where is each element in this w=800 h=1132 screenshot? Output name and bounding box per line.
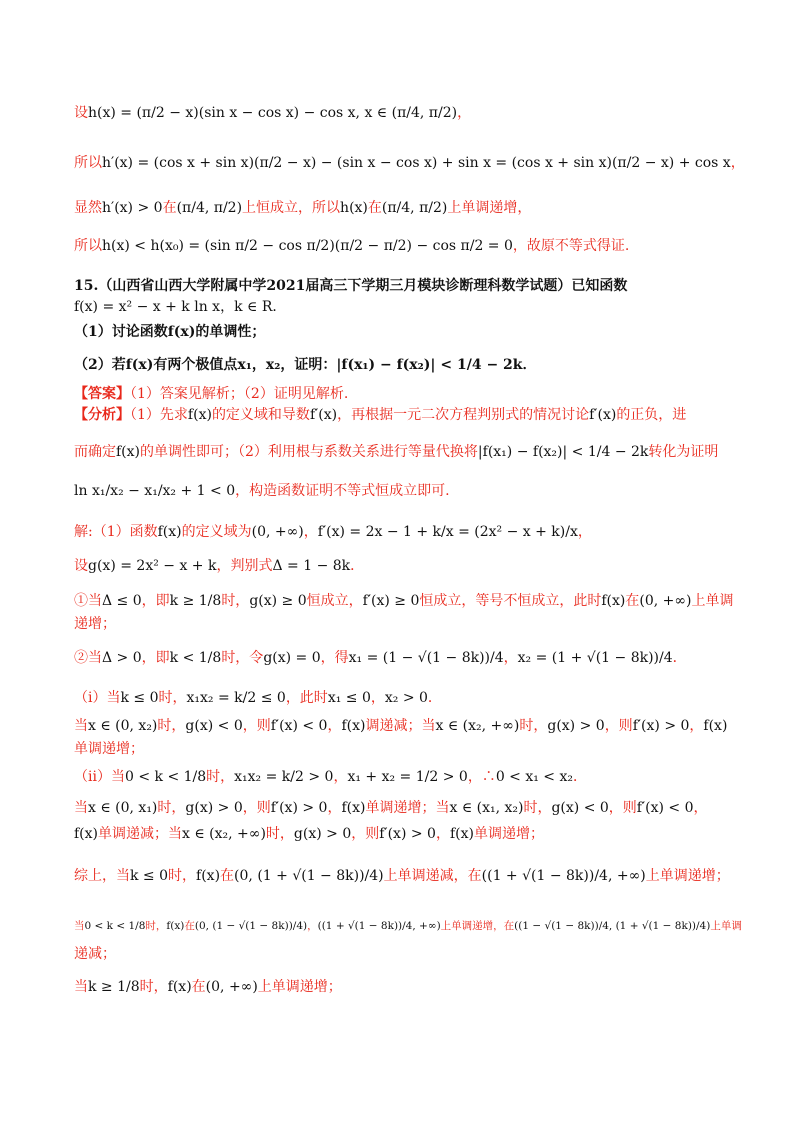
math-formula: h(x): [340, 200, 368, 216]
math-formula: f′(x) = 2x − 1 + k/x = (2x² − x + k)/x: [317, 524, 578, 540]
math-formula: f(x): [449, 826, 474, 842]
text-run: ，: [251, 357, 266, 373]
text-run: 时，: [523, 800, 552, 816]
text-run: ，∴: [467, 769, 496, 785]
text-run: 转化为证明: [648, 444, 719, 460]
text-run: 调递减；当: [365, 718, 436, 734]
section-tag: 【答案】: [74, 386, 130, 402]
text-run: ，: [303, 524, 318, 540]
text-run: ①当: [74, 593, 102, 609]
math-formula: k ≤ 0: [130, 868, 169, 884]
math-formula: x ∈ (x₂, +∞): [435, 718, 520, 734]
text-run: 在: [625, 593, 640, 609]
math-formula: f′(x) > 0: [270, 800, 328, 816]
text-line-l19: [74, 716, 740, 736]
text-line-l3: [74, 198, 740, 218]
math-formula: k ∈ R: [234, 299, 273, 315]
math-formula: x₁x₂ = k/2 ≤ 0: [186, 690, 286, 706]
text-line-l8: [74, 355, 740, 375]
math-formula: f′(x) > 0: [632, 718, 690, 734]
text-run: ，: [577, 524, 592, 540]
math-formula: f(x): [166, 920, 185, 932]
text-run: 单调递增；当: [365, 800, 450, 816]
text-run: 的定义域和导数: [211, 407, 310, 423]
math-formula: g(x) < 0: [185, 718, 243, 734]
text-line-l4: [74, 236, 740, 256]
math-formula: (0, +∞): [251, 524, 304, 540]
text-run: ，则: [604, 718, 633, 734]
math-formula: g(x) ≥ 0: [249, 593, 307, 609]
math-formula: f′(x): [589, 407, 617, 423]
text-run: ，则: [242, 718, 271, 734]
math-formula: (0, +∞): [205, 979, 258, 995]
text-run: 时，令: [221, 650, 264, 666]
math-formula: h′(x) = (cos x + sin x)(π/2 − x) − (sin x − cos x) + sin x = (cos x + sin x)(π/2 − x) + cos x: [102, 155, 731, 171]
text-run: 递减；: [74, 946, 116, 962]
text-run: 在: [220, 868, 235, 884]
math-formula: g(x) = 2x² − x + k: [88, 558, 217, 574]
math-formula: g(x) > 0: [293, 826, 352, 842]
math-formula: h′(x) > 0: [102, 200, 163, 216]
math-formula: x₁ + x₂ = 1/2 > 0: [347, 769, 468, 785]
math-formula: x ∈ (0, x₂): [88, 718, 158, 734]
text-line-l7: [74, 322, 740, 342]
math-formula: x₂ = (1 + √(1 − 8k))/4: [517, 650, 673, 666]
text-run: 恒成立，等号不恒成立，此时: [419, 593, 602, 609]
math-formula: f(x): [703, 718, 728, 734]
math-formula: f(x): [341, 718, 366, 734]
text-run: ，此时: [285, 690, 328, 706]
text-run: 当: [74, 800, 88, 816]
text-run: 设: [74, 558, 88, 574]
math-formula: f(x): [74, 826, 99, 842]
text-run: （1）答案见解析；（2）证明见解析.: [130, 386, 349, 402]
math-formula: x₂ > 0: [384, 690, 428, 706]
text-run: 解:（1）函数: [74, 524, 158, 540]
text-line-l11: [74, 442, 740, 462]
text-run: ，构造函数证明不等式恒成立即可.: [235, 483, 450, 499]
text-run: ，判别式: [216, 558, 273, 574]
text-run: 单调递增；: [74, 741, 144, 757]
text-run: ，即: [141, 650, 170, 666]
text-run: 时，: [519, 718, 548, 734]
text-run: 当: [74, 920, 85, 932]
text-line-l22: [74, 798, 740, 818]
text-run: ．: [573, 769, 587, 785]
text-run: 在: [162, 200, 177, 216]
text-run: 而确定: [74, 444, 116, 460]
text-run: ，: [435, 826, 450, 842]
text-line-l21: [74, 767, 740, 787]
text-run: 递增；: [74, 616, 116, 632]
math-formula: g(x) > 0: [185, 800, 243, 816]
math-formula: Δ > 0: [102, 650, 142, 666]
text-run: ，即: [141, 593, 170, 609]
text-run: ．: [272, 299, 287, 315]
text-run: （i）当: [74, 690, 121, 706]
text-line-l16: [74, 614, 740, 634]
text-run: 时，: [168, 868, 197, 884]
text-run: ，证明：: [280, 357, 337, 373]
text-run: ，则: [351, 826, 380, 842]
text-run: 时，: [145, 920, 167, 932]
math-formula: Δ ≤ 0: [102, 593, 142, 609]
text-run: 时，: [206, 769, 235, 785]
text-line-l6: [74, 297, 740, 317]
math-formula: x₁ = (1 − √(1 − 8k))/4: [348, 650, 504, 666]
text-line-l13: [74, 522, 740, 542]
text-run: 时，: [139, 979, 168, 995]
text-line-l23: [74, 824, 740, 844]
text-run: 上单调递增；: [257, 979, 342, 995]
text-run: 上单调递减，在: [383, 868, 482, 884]
math-formula: 0 < k < 1/8: [84, 920, 146, 932]
text-run: （1）先求: [130, 407, 188, 423]
math-formula: |f(x₁) − f(x₂)| < 1/4 − 2k: [336, 357, 523, 373]
text-run: 有两个极值点: [153, 357, 238, 373]
text-run: 设: [74, 105, 88, 121]
text-line-l18: [74, 688, 740, 708]
math-formula: x₁ ≤ 0: [327, 690, 371, 706]
math-formula: f(x): [187, 407, 212, 423]
text-run: 在: [184, 920, 195, 932]
math-formula: k < 1/8: [169, 650, 222, 666]
math-formula: ((1 + √(1 − 8k))/4, +∞): [317, 920, 441, 932]
text-run: ，: [307, 920, 318, 932]
math-formula: (0, (1 − √(1 − 8k))/4): [194, 920, 308, 932]
text-run: 15.（山西省山西大学附属中学2021届高三下学期三月模块诊断理科数学试题）已知函数: [74, 278, 628, 294]
math-formula: f(x): [116, 444, 141, 460]
text-run: 的定义域为: [181, 524, 252, 540]
math-formula: f′(x) < 0: [270, 718, 328, 734]
text-run: ，则: [242, 800, 271, 816]
text-run: 在: [367, 200, 382, 216]
text-line-l26: [74, 944, 740, 964]
text-run: ，: [327, 800, 342, 816]
text-run: 时，: [265, 826, 294, 842]
text-line-l9: [74, 384, 740, 404]
math-formula: f(x) = x² − x + k ln x: [74, 299, 221, 315]
text-run: 所以: [74, 238, 102, 254]
math-formula: k ≥ 1/8: [169, 593, 222, 609]
math-formula: f(x): [167, 979, 192, 995]
math-formula: 0 < k < 1/8: [124, 769, 207, 785]
text-run: 上单调: [691, 593, 734, 609]
text-run: ．: [522, 357, 537, 373]
text-run: ，: [693, 800, 708, 816]
text-run: ，再根据一元二次方程判别式的情况讨论: [337, 407, 590, 423]
math-formula: g(x) > 0: [547, 718, 605, 734]
math-formula: x ∈ (x₂, +∞): [182, 826, 266, 842]
text-line-l12: [74, 481, 740, 501]
text-run: 单调递减；当: [98, 826, 183, 842]
math-formula: x₁x₂ = k/2 > 0: [234, 769, 334, 785]
text-line-l2: [74, 153, 745, 173]
math-formula: g(x) < 0: [551, 800, 609, 816]
section-tag: 【分析】: [74, 407, 130, 423]
math-formula: x ∈ (x₁, x₂): [449, 800, 524, 816]
math-formula: (π/4, π/2): [381, 200, 448, 216]
text-run: ，: [220, 299, 235, 315]
math-formula: (0, +∞): [639, 593, 692, 609]
text-run: 时，: [157, 718, 186, 734]
math-formula: |f(x₁) − f(x₂)| < 1/4 − 2k: [477, 444, 649, 460]
text-run: 在: [191, 979, 206, 995]
text-run: 单调递增；: [473, 826, 544, 842]
math-formula: 0 < x₁ < x₂: [495, 769, 573, 785]
math-formula: x₂: [265, 357, 281, 373]
text-line-l14: [74, 556, 740, 576]
text-run: ，则: [608, 800, 637, 816]
text-run: 上单调递增，: [447, 200, 532, 216]
text-line-l24: [74, 866, 740, 886]
text-line-l25: [74, 916, 740, 936]
math-formula: Δ = 1 − 8k: [272, 558, 351, 574]
text-line-l1: [74, 103, 740, 123]
text-run: ．: [427, 690, 442, 706]
math-formula: g(x) = 0: [263, 650, 321, 666]
text-line-l27: [74, 977, 740, 997]
math-formula: f(x): [167, 324, 196, 340]
math-formula: f(x): [341, 800, 366, 816]
math-formula: ((1 + √(1 − 8k))/4, +∞): [481, 868, 646, 884]
math-formula: h(x) = (π/2 − x)(sin x − cos x) − cos x, x ∈ (π/4, π/2): [88, 105, 458, 121]
text-run: 所以: [74, 155, 102, 171]
text-run: 显然: [74, 200, 102, 216]
text-run: 时，: [158, 690, 187, 706]
math-formula: k ≤ 0: [120, 690, 159, 706]
text-run: ，: [689, 718, 704, 734]
math-formula: k ≥ 1/8: [88, 979, 140, 995]
math-formula: f(x): [157, 524, 182, 540]
text-run: ，: [327, 718, 342, 734]
text-run: （ii）当: [74, 769, 125, 785]
text-line-l5: [74, 276, 740, 296]
text-run: 当: [74, 718, 88, 734]
text-run: ，: [333, 769, 348, 785]
math-formula: f(x): [601, 593, 626, 609]
text-run: 的单调性；: [195, 324, 266, 340]
text-run: ②当: [74, 650, 102, 666]
text-run: ，: [457, 105, 472, 121]
text-run: （2）若: [74, 357, 126, 373]
math-formula: ((1 − √(1 − 8k))/4, (1 + √(1 − 8k))/4): [514, 920, 711, 932]
text-run: 时，: [221, 593, 250, 609]
text-line-l20: [74, 739, 740, 759]
text-run: ．: [672, 650, 687, 666]
text-run: 当: [74, 979, 88, 995]
text-run: ，: [730, 155, 745, 171]
text-run: 上单调: [710, 920, 742, 932]
math-formula: f′(x) < 0: [636, 800, 694, 816]
text-run: ，: [370, 690, 385, 706]
math-formula: f′(x) > 0: [379, 826, 436, 842]
text-run: ，得: [320, 650, 349, 666]
math-formula: (0, (1 + √(1 − 8k))/4): [234, 868, 384, 884]
text-run: 上单调递增，在: [440, 920, 515, 932]
math-formula: ln x₁/x₂ − x₁/x₂ + 1 < 0: [74, 483, 236, 499]
text-run: 时，: [157, 800, 186, 816]
math-formula: x ∈ (0, x₁): [88, 800, 158, 816]
text-line-l17: [74, 648, 740, 668]
math-formula: (π/4, π/2): [176, 200, 243, 216]
text-run: 的正负，进: [616, 407, 687, 423]
text-run: 综上，当: [74, 868, 130, 884]
text-line-l10: [74, 405, 740, 425]
text-line-l15: [74, 591, 740, 611]
text-run: 上恒成立，所以: [242, 200, 341, 216]
math-formula: f′(x) ≥ 0: [362, 593, 420, 609]
text-run: 上单调递增；: [645, 868, 730, 884]
text-run: （1）讨论函数: [74, 324, 168, 340]
math-formula: x₁: [237, 357, 252, 373]
math-formula: f′(x): [309, 407, 338, 423]
text-run: ，: [503, 650, 518, 666]
text-run: 的单调性即可；（2）利用根与系数关系进行等量代换将: [140, 444, 478, 460]
math-formula: h(x) < h(x₀) = (sin π/2 − cos π/2)(π/2 − π/2) − cos π/2 = 0: [102, 238, 513, 254]
math-formula: f(x): [196, 868, 221, 884]
math-formula: f(x): [125, 357, 154, 373]
text-run: 恒成立，: [306, 593, 363, 609]
text-run: ．: [350, 558, 365, 574]
text-run: ，故原不等式得证.: [512, 238, 630, 254]
